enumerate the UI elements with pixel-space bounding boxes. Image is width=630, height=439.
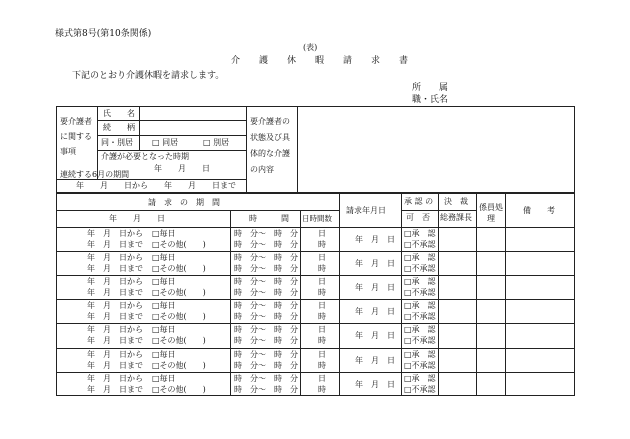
need-date-value: 年 月 日 bbox=[154, 164, 210, 173]
omote-label: (表) bbox=[303, 43, 318, 52]
row-date-to[interactable]: 年 月 日まで bbox=[87, 336, 143, 346]
row-approve-checkbox[interactable]: □承 認 bbox=[404, 253, 436, 263]
row-time-2[interactable]: 時 分～ 時 分 bbox=[234, 360, 298, 370]
row-date-from[interactable]: 年 月 日から bbox=[87, 277, 143, 287]
row-days-unit: 日 bbox=[318, 373, 326, 383]
row-reject-checkbox[interactable]: □不承認 bbox=[404, 360, 436, 370]
row-date-from[interactable]: 年 月 日から bbox=[87, 229, 143, 238]
subject-label-2: に関する bbox=[60, 132, 92, 141]
row-time-1[interactable]: 時 分～ 時 分 bbox=[234, 373, 298, 383]
row-approve-checkbox[interactable]: □承 認 bbox=[404, 301, 436, 311]
row-request-date[interactable]: 年 月 日 bbox=[355, 355, 395, 365]
col-time-header: 時 間 bbox=[249, 214, 289, 223]
row-other-checkbox[interactable]: □その他( ) bbox=[152, 384, 206, 394]
row-time-2[interactable]: 時 分～ 時 分 bbox=[234, 240, 298, 249]
col-decision-bottom: 総務課長 bbox=[440, 213, 472, 222]
row-time-1[interactable]: 時 分～ 時 分 bbox=[234, 349, 298, 359]
row-hours-unit: 時 bbox=[318, 336, 326, 346]
row-time-1[interactable]: 時 分～ 時 分 bbox=[234, 229, 298, 238]
col-remarks-header: 備 考 bbox=[523, 206, 555, 215]
row-reject-checkbox[interactable]: □不承認 bbox=[404, 336, 436, 346]
subject-label-1: 要介護者 bbox=[60, 117, 92, 126]
col-approval-top: 承 認 の bbox=[404, 197, 434, 206]
row-divider bbox=[56, 251, 575, 252]
row-request-date[interactable]: 年 月 日 bbox=[355, 259, 395, 269]
form-number: 様式第8号(第10条関係) bbox=[55, 29, 152, 39]
row-time-1[interactable]: 時 分～ 時 分 bbox=[234, 301, 298, 311]
need-date-label: 介護が必要となった時期 bbox=[101, 152, 189, 161]
row-daily-checkbox[interactable]: □毎日 bbox=[152, 301, 176, 311]
state-label-3: 体的な介護 bbox=[250, 149, 290, 158]
row-request-date[interactable]: 年 月 日 bbox=[355, 379, 395, 389]
cohabit-option-separate[interactable]: □ 別居 bbox=[203, 138, 230, 147]
row-days-unit: 日 bbox=[318, 253, 326, 263]
col-decision-top: 決 裁 bbox=[444, 197, 468, 206]
row-days-unit: 日 bbox=[318, 349, 326, 359]
col-approval-bottom: 可 否 bbox=[406, 213, 430, 222]
row-request-date[interactable]: 年 月 日 bbox=[355, 331, 395, 341]
period-value: 年 月 日から 年 月 日まで bbox=[76, 181, 236, 190]
row-hours-unit: 時 bbox=[318, 312, 326, 322]
intro-text: 下記のとおり介護休暇を請求します。 bbox=[72, 71, 225, 81]
period-header: 請 求 の 期 間 bbox=[148, 198, 220, 207]
row-hours-unit: 時 bbox=[318, 264, 326, 274]
row-daily-checkbox[interactable]: □毎日 bbox=[152, 325, 176, 335]
row-hours-unit: 時 bbox=[318, 384, 326, 394]
col-clerk-header: 係員処理 bbox=[479, 203, 503, 223]
row-reject-checkbox[interactable]: □不承認 bbox=[404, 384, 436, 394]
row-hours-unit: 時 bbox=[318, 288, 326, 298]
row-hours-unit: 時 bbox=[318, 360, 326, 370]
row-date-from[interactable]: 年 月 日から bbox=[87, 253, 143, 263]
col-days-header: 日時間数 bbox=[302, 214, 332, 223]
row-days-unit: 日 bbox=[318, 301, 326, 311]
row-time-2[interactable]: 時 分～ 時 分 bbox=[234, 312, 298, 322]
row-approve-checkbox[interactable]: □承 認 bbox=[404, 277, 436, 287]
row-request-date[interactable]: 年 月 日 bbox=[355, 283, 395, 293]
row-date-to[interactable]: 年 月 日まで bbox=[87, 360, 143, 370]
state-label-1: 要介護者の bbox=[250, 117, 290, 126]
row-hours-unit: 時 bbox=[318, 240, 326, 249]
row-other-checkbox[interactable]: □その他( ) bbox=[152, 312, 206, 322]
name-label: 氏 名 bbox=[103, 109, 135, 118]
row-time-2[interactable]: 時 分～ 時 分 bbox=[234, 384, 298, 394]
relation-label: 続 柄 bbox=[103, 123, 135, 132]
row-days-unit: 日 bbox=[318, 277, 326, 287]
row-date-to[interactable]: 年 月 日まで bbox=[87, 240, 143, 249]
row-reject-checkbox[interactable]: □不承認 bbox=[404, 264, 436, 274]
row-time-1[interactable]: 時 分～ 時 分 bbox=[234, 253, 298, 263]
row-divider bbox=[56, 348, 575, 349]
row-request-date[interactable]: 年 月 日 bbox=[355, 307, 395, 317]
row-other-checkbox[interactable]: □その他( ) bbox=[152, 360, 206, 370]
row-time-1[interactable]: 時 分～ 時 分 bbox=[234, 277, 298, 287]
page-title: 介 護 休 暇 請 求 書 bbox=[231, 56, 414, 66]
row-daily-checkbox[interactable]: □毎日 bbox=[152, 277, 176, 287]
row-date-from[interactable]: 年 月 日から bbox=[87, 325, 143, 335]
row-daily-checkbox[interactable]: □毎日 bbox=[152, 229, 176, 238]
name-position-label: 職・氏名 bbox=[412, 95, 449, 105]
row-time-2[interactable]: 時 分～ 時 分 bbox=[234, 288, 298, 298]
row-approve-checkbox[interactable]: □承 認 bbox=[404, 229, 436, 238]
cohabit-option-together[interactable]: □ 同居 bbox=[152, 138, 179, 147]
row-daily-checkbox[interactable]: □毎日 bbox=[152, 349, 176, 359]
state-label-4: の内容 bbox=[250, 165, 274, 174]
row-days-unit: 日 bbox=[318, 229, 326, 238]
affiliation-label: 所 属 bbox=[412, 83, 449, 93]
row-date-to[interactable]: 年 月 日まで bbox=[87, 312, 143, 322]
row-reject-checkbox[interactable]: □不承認 bbox=[404, 240, 436, 249]
row-reject-checkbox[interactable]: □不承認 bbox=[404, 312, 436, 322]
row-date-to[interactable]: 年 月 日まで bbox=[87, 384, 143, 394]
row-approve-checkbox[interactable]: □承 認 bbox=[404, 373, 436, 383]
row-divider bbox=[56, 372, 575, 373]
row-approve-checkbox[interactable]: □承 認 bbox=[404, 349, 436, 359]
row-date-to[interactable]: 年 月 日まで bbox=[87, 288, 143, 298]
row-other-checkbox[interactable]: □その他( ) bbox=[152, 288, 206, 298]
row-days-unit: 日 bbox=[318, 325, 326, 335]
row-other-checkbox[interactable]: □その他( ) bbox=[152, 240, 206, 249]
row-date-from[interactable]: 年 月 日から bbox=[87, 301, 143, 311]
row-date-from[interactable]: 年 月 日から bbox=[87, 373, 143, 383]
row-time-2[interactable]: 時 分～ 時 分 bbox=[234, 264, 298, 274]
row-daily-checkbox[interactable]: □毎日 bbox=[152, 253, 176, 263]
col-request-date-header: 請求年月日 bbox=[346, 206, 386, 215]
row-time-1[interactable]: 時 分～ 時 分 bbox=[234, 325, 298, 335]
row-other-checkbox[interactable]: □その他( ) bbox=[152, 264, 206, 274]
col-date-header: 年 月 日 bbox=[109, 214, 165, 223]
row-date-to[interactable]: 年 月 日まで bbox=[87, 264, 143, 274]
cohabit-label: 同・別居 bbox=[101, 138, 133, 147]
row-time-2[interactable]: 時 分～ 時 分 bbox=[234, 336, 298, 346]
row-other-checkbox[interactable]: □その他( ) bbox=[152, 336, 206, 346]
state-label-2: 状態及び具 bbox=[250, 133, 290, 142]
subject-label-3: 事項 bbox=[60, 147, 76, 156]
period-label: 連続する6月の期間 bbox=[60, 170, 130, 179]
row-date-from[interactable]: 年 月 日から bbox=[87, 349, 143, 359]
row-reject-checkbox[interactable]: □不承認 bbox=[404, 288, 436, 298]
row-daily-checkbox[interactable]: □毎日 bbox=[152, 373, 176, 383]
row-approve-checkbox[interactable]: □承 認 bbox=[404, 325, 436, 335]
row-request-date[interactable]: 年 月 日 bbox=[355, 235, 395, 244]
